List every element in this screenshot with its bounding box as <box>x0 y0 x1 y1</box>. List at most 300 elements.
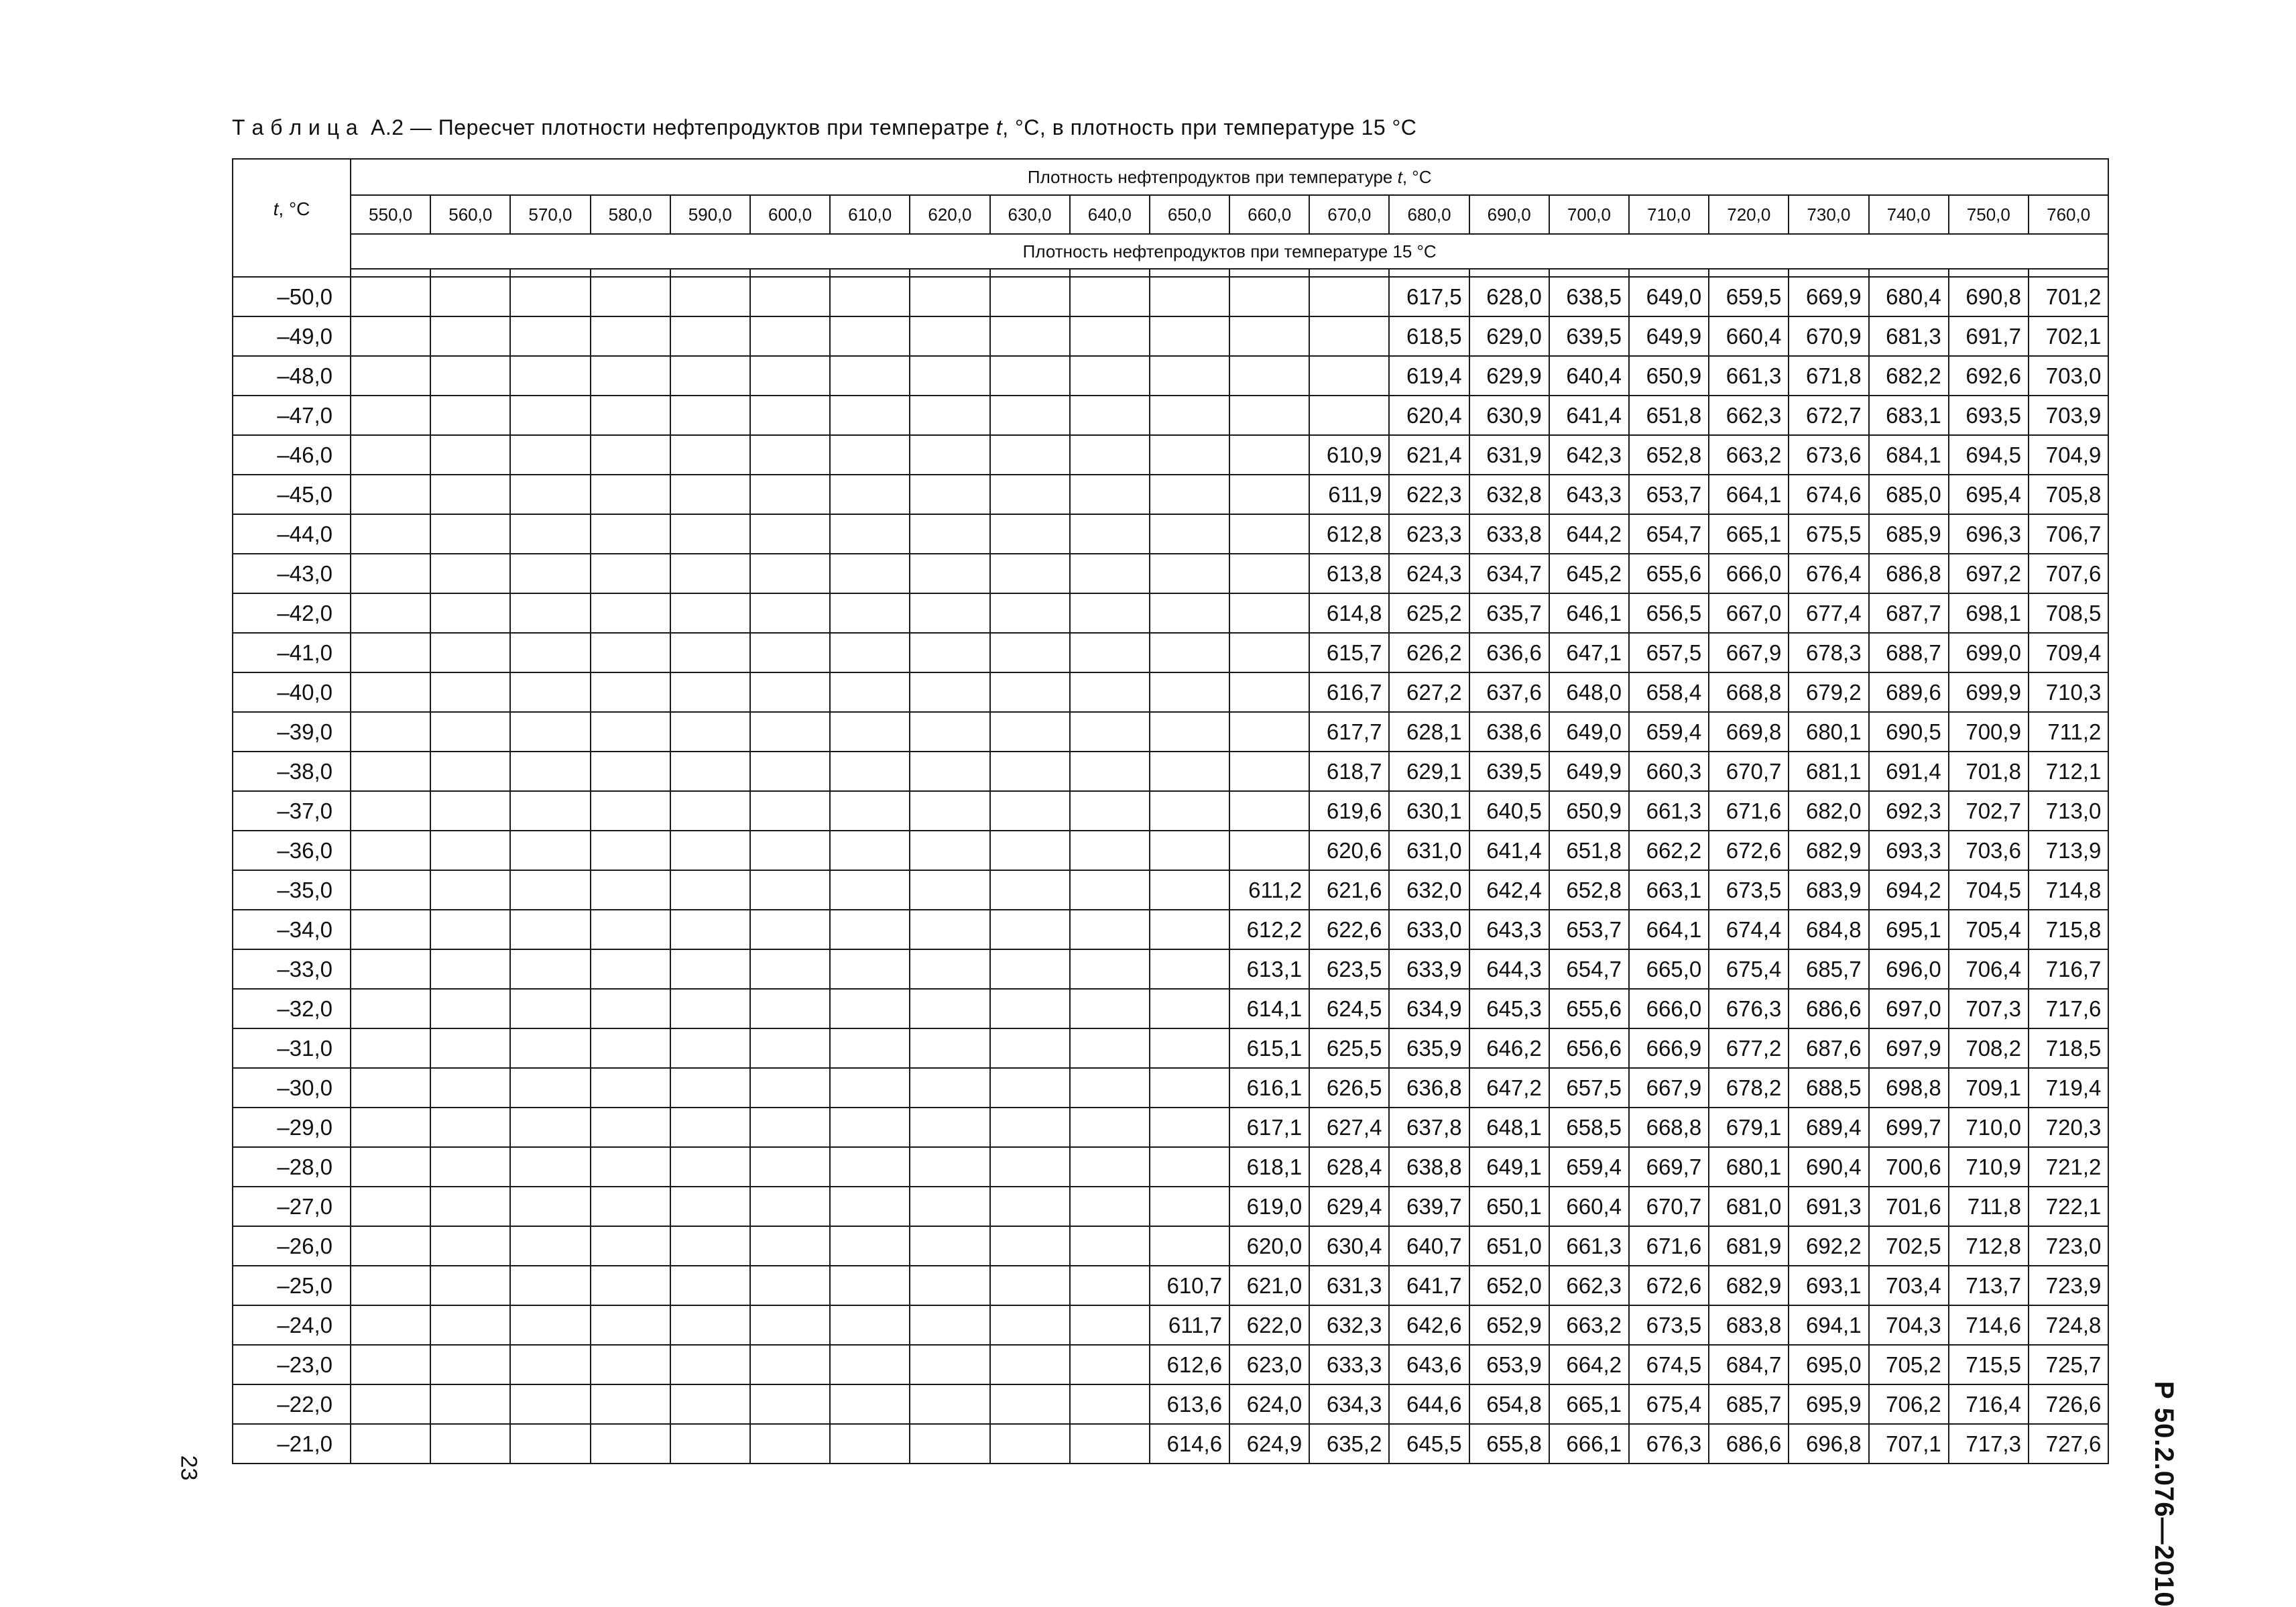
density-cell <box>670 989 750 1028</box>
density-cell: 698,8 <box>1869 1068 1949 1108</box>
density-cell <box>1070 791 1150 831</box>
density-cell: 651,8 <box>1549 831 1629 870</box>
density-cell: 654,7 <box>1549 949 1629 989</box>
density-cell: 640,5 <box>1469 791 1549 831</box>
density-cell <box>510 1187 590 1226</box>
density-cell: 631,3 <box>1309 1266 1389 1305</box>
density-cell: 645,5 <box>1389 1424 1469 1464</box>
density-cell <box>1150 1226 1229 1266</box>
density-cell <box>830 396 910 435</box>
density-cell <box>1070 435 1150 475</box>
density-cell: 642,4 <box>1469 870 1549 910</box>
density-cell: 651,0 <box>1469 1226 1549 1266</box>
density-cell: 644,2 <box>1549 514 1629 554</box>
density-cell <box>510 712 590 752</box>
density-cell <box>990 1384 1070 1424</box>
density-cell: 669,8 <box>1709 712 1789 752</box>
density-cell: 629,9 <box>1469 356 1549 396</box>
density-cell <box>510 1226 590 1266</box>
density-cell: 719,4 <box>2029 1068 2108 1108</box>
density-cell: 633,3 <box>1309 1345 1389 1384</box>
density-cell <box>351 1345 430 1384</box>
density-cell: 642,6 <box>1389 1305 1469 1345</box>
density-cell: 672,6 <box>1629 1266 1709 1305</box>
density-cell <box>750 633 830 672</box>
density-cell: 670,7 <box>1709 752 1789 791</box>
density-cell <box>910 475 989 514</box>
density-cell <box>1309 396 1389 435</box>
density-cell: 625,2 <box>1389 593 1469 633</box>
density-cell <box>351 1384 430 1424</box>
table-row <box>233 712 2108 752</box>
header-row-top <box>233 159 2108 195</box>
density-cell: 704,9 <box>2029 435 2108 475</box>
density-cell <box>430 910 510 949</box>
density-cell <box>1229 672 1309 712</box>
density-cell <box>430 989 510 1028</box>
density-cell <box>750 1068 830 1108</box>
density-cell: 691,3 <box>1789 1187 1868 1226</box>
density-cell: 633,8 <box>1469 514 1549 554</box>
density-cell <box>670 475 750 514</box>
density-cell: 670,9 <box>1789 316 1868 356</box>
density-cell <box>750 870 830 910</box>
density-cell <box>351 712 430 752</box>
density-cell <box>1150 356 1229 396</box>
density-cell: 639,7 <box>1389 1187 1469 1226</box>
density-cell <box>990 396 1070 435</box>
density-cell <box>990 870 1070 910</box>
density-cell <box>670 1108 750 1147</box>
density-cell <box>351 831 430 870</box>
density-cell: 643,3 <box>1469 910 1549 949</box>
density-cell: 647,2 <box>1469 1068 1549 1108</box>
density-cell <box>670 949 750 989</box>
density-cell <box>591 1424 670 1464</box>
table-row <box>233 989 2108 1028</box>
density-cell: 706,4 <box>1949 949 2029 989</box>
density-cell <box>430 1384 510 1424</box>
density-cell <box>910 1345 989 1384</box>
density-cell <box>351 1028 430 1068</box>
column-header: 710,0 <box>1629 195 1709 234</box>
temperature-cell: –26,0 <box>233 1226 351 1266</box>
density-cell: 628,0 <box>1469 277 1549 316</box>
density-cell <box>1070 949 1150 989</box>
density-cell: 629,4 <box>1309 1187 1389 1226</box>
density-cell <box>1150 1108 1229 1147</box>
density-cell <box>1070 1266 1150 1305</box>
density-cell <box>1070 593 1150 633</box>
density-cell <box>750 1345 830 1384</box>
density-cell: 661,3 <box>1709 356 1789 396</box>
column-header: 600,0 <box>750 195 830 234</box>
density-cell: 672,6 <box>1709 831 1789 870</box>
density-cell <box>1150 1187 1229 1226</box>
header-gap-cell <box>1150 269 1229 277</box>
density-cell <box>990 514 1070 554</box>
density-cell: 722,1 <box>2029 1187 2108 1226</box>
density-cell <box>910 316 989 356</box>
density-cell <box>351 1108 430 1147</box>
table-row <box>233 870 2108 910</box>
density-cell: 653,7 <box>1629 475 1709 514</box>
density-cell: 680,1 <box>1789 712 1868 752</box>
column-header: 670,0 <box>1309 195 1389 234</box>
density-cell: 643,3 <box>1549 475 1629 514</box>
density-cell <box>670 1068 750 1108</box>
density-cell <box>510 831 590 870</box>
density-cell <box>591 1226 670 1266</box>
density-cell <box>1070 910 1150 949</box>
density-cell: 726,6 <box>2029 1384 2108 1424</box>
density-cell <box>510 1384 590 1424</box>
header-gap-row <box>233 269 2108 277</box>
density-cell: 676,3 <box>1709 989 1789 1028</box>
density-cell <box>750 831 830 870</box>
density-cell: 655,6 <box>1549 989 1629 1028</box>
density-cell: 688,5 <box>1789 1068 1868 1108</box>
density-cell: 703,6 <box>1949 831 2029 870</box>
density-cell <box>1070 712 1150 752</box>
density-cell: 650,9 <box>1549 791 1629 831</box>
temperature-cell: –29,0 <box>233 1108 351 1147</box>
temperature-cell: –23,0 <box>233 1345 351 1384</box>
density-cell <box>1070 1028 1150 1068</box>
density-cell: 700,9 <box>1949 712 2029 752</box>
density-cell <box>670 593 750 633</box>
column-header: 620,0 <box>910 195 989 234</box>
density-cell <box>351 1226 430 1266</box>
density-cell <box>1229 791 1309 831</box>
density-cell <box>430 435 510 475</box>
density-cell <box>910 1068 989 1108</box>
header-gap-cell <box>830 269 910 277</box>
density-cell: 629,1 <box>1389 752 1469 791</box>
density-cell <box>591 672 670 712</box>
density-cell <box>591 1384 670 1424</box>
density-cell <box>591 633 670 672</box>
density-cell <box>510 1028 590 1068</box>
density-cell <box>990 1108 1070 1147</box>
density-cell <box>510 1108 590 1147</box>
density-cell <box>1070 554 1150 593</box>
density-cell <box>351 1147 430 1187</box>
column-header: 740,0 <box>1869 195 1949 234</box>
density-cell: 715,5 <box>1949 1345 2029 1384</box>
density-cell: 662,3 <box>1709 396 1789 435</box>
temperature-cell: –32,0 <box>233 989 351 1028</box>
density-cell: 695,4 <box>1949 475 2029 514</box>
density-cell: 680,4 <box>1869 277 1949 316</box>
density-cell <box>430 356 510 396</box>
density-cell <box>910 989 989 1028</box>
density-cell: 631,9 <box>1469 435 1549 475</box>
density-cell <box>990 1068 1070 1108</box>
density-cell: 699,0 <box>1949 633 2029 672</box>
density-cell: 617,7 <box>1309 712 1389 752</box>
density-cell <box>750 396 830 435</box>
density-cell <box>591 316 670 356</box>
density-cell: 702,5 <box>1869 1226 1949 1266</box>
density-cell <box>351 989 430 1028</box>
density-cell: 712,8 <box>1949 1226 2029 1266</box>
column-header: 570,0 <box>510 195 590 234</box>
density-cell <box>591 1266 670 1305</box>
density-cell: 651,8 <box>1629 396 1709 435</box>
density-cell <box>510 1345 590 1384</box>
density-cell <box>351 633 430 672</box>
density-cell <box>670 1147 750 1187</box>
density-cell: 675,4 <box>1709 949 1789 989</box>
density-cell <box>1229 435 1309 475</box>
density-cell <box>830 1068 910 1108</box>
density-cell: 666,0 <box>1709 554 1789 593</box>
density-cell <box>510 989 590 1028</box>
density-cell <box>1150 475 1229 514</box>
density-cell: 621,0 <box>1229 1266 1309 1305</box>
density-cell: 679,2 <box>1789 672 1868 712</box>
density-cell <box>670 1266 750 1305</box>
header-gap-cell <box>1549 269 1629 277</box>
density-cell: 620,0 <box>1229 1226 1309 1266</box>
temperature-cell: –44,0 <box>233 514 351 554</box>
density-cell: 657,5 <box>1549 1068 1629 1108</box>
density-cell: 684,8 <box>1789 910 1868 949</box>
density-cell: 626,2 <box>1389 633 1469 672</box>
density-cell <box>591 1345 670 1384</box>
density-cell <box>1229 316 1309 356</box>
density-cell <box>830 1028 910 1068</box>
density-cell <box>1229 277 1309 316</box>
temperature-cell: –21,0 <box>233 1424 351 1464</box>
density-cell: 723,9 <box>2029 1266 2108 1305</box>
header-gap-cell <box>750 269 830 277</box>
temperature-cell: –40,0 <box>233 672 351 712</box>
density-cell <box>591 791 670 831</box>
density-cell <box>910 1028 989 1068</box>
density-cell: 721,2 <box>2029 1147 2108 1187</box>
density-cell <box>1070 277 1150 316</box>
temperature-cell: –43,0 <box>233 554 351 593</box>
density-cell: 674,4 <box>1709 910 1789 949</box>
density-cell <box>1229 514 1309 554</box>
density-cell <box>670 1028 750 1068</box>
density-cell: 702,7 <box>1949 791 2029 831</box>
density-cell <box>750 1226 830 1266</box>
density-cell: 675,4 <box>1629 1384 1709 1424</box>
density-cell: 616,7 <box>1309 672 1389 712</box>
density-cell <box>1150 752 1229 791</box>
density-cell: 705,2 <box>1869 1345 1949 1384</box>
density-cell <box>990 1305 1070 1345</box>
density-cell <box>351 316 430 356</box>
density-cell: 649,0 <box>1629 277 1709 316</box>
table-body <box>233 277 2108 1464</box>
temperature-column-header <box>233 159 351 277</box>
density-cell <box>1070 1068 1150 1108</box>
density-cell <box>1150 593 1229 633</box>
density-cell: 649,9 <box>1549 752 1629 791</box>
density-cell: 671,6 <box>1629 1226 1709 1266</box>
density-cell <box>1229 475 1309 514</box>
density-cell <box>830 475 910 514</box>
density-cell <box>510 1068 590 1108</box>
density-cell <box>591 277 670 316</box>
density-cell: 646,2 <box>1469 1028 1549 1068</box>
density-cell <box>750 475 830 514</box>
density-cell <box>591 1305 670 1345</box>
density-cell <box>1229 593 1309 633</box>
temperature-cell: –27,0 <box>233 1187 351 1226</box>
table-row <box>233 1424 2108 1464</box>
header-gap-cell <box>510 269 590 277</box>
density-cell <box>591 396 670 435</box>
density-cell: 696,8 <box>1789 1424 1868 1464</box>
density-cell <box>670 791 750 831</box>
density-cell: 619,4 <box>1389 356 1469 396</box>
density-cell: 632,0 <box>1389 870 1469 910</box>
density-cell: 618,7 <box>1309 752 1389 791</box>
density-cell: 647,1 <box>1549 633 1629 672</box>
density-cell <box>910 712 989 752</box>
density-cell: 685,0 <box>1869 475 1949 514</box>
density-cell <box>750 356 830 396</box>
density-cell <box>351 791 430 831</box>
density-cell <box>1150 514 1229 554</box>
density-cell <box>990 831 1070 870</box>
density-cell: 618,5 <box>1389 316 1469 356</box>
density-cell <box>591 475 670 514</box>
density-cell <box>1309 356 1389 396</box>
density-cell: 692,6 <box>1949 356 2029 396</box>
density-cell: 611,2 <box>1229 870 1309 910</box>
density-cell <box>670 1226 750 1266</box>
density-cell <box>351 475 430 514</box>
density-cell <box>1070 1424 1150 1464</box>
density-cell <box>830 672 910 712</box>
density-cell: 614,1 <box>1229 989 1309 1028</box>
density-cell: 686,6 <box>1789 989 1868 1028</box>
density-cell <box>750 435 830 475</box>
density-cell <box>1070 870 1150 910</box>
density-cell: 712,1 <box>2029 752 2108 791</box>
density-cell <box>510 1424 590 1464</box>
density-cell <box>510 435 590 475</box>
density-cell <box>750 752 830 791</box>
density-cell <box>430 593 510 633</box>
density-cell <box>670 435 750 475</box>
density-cell <box>1070 396 1150 435</box>
temperature-cell: –24,0 <box>233 1305 351 1345</box>
density-cell <box>990 435 1070 475</box>
table-row <box>233 1266 2108 1305</box>
density-cell <box>591 1068 670 1108</box>
density-cell: 699,7 <box>1869 1108 1949 1147</box>
density-cell: 667,9 <box>1709 633 1789 672</box>
document-code: Р 50.2.076—2010 <box>2149 1381 2179 1607</box>
header-gap-cell <box>670 269 750 277</box>
density-cell: 648,1 <box>1469 1108 1549 1147</box>
density-cell <box>1229 712 1309 752</box>
density-cell <box>430 1028 510 1068</box>
density-cell <box>1070 514 1150 554</box>
header-gap-cell <box>1869 269 1949 277</box>
density-cell: 622,3 <box>1389 475 1469 514</box>
density-cell <box>430 672 510 712</box>
density-cell: 703,9 <box>2029 396 2108 435</box>
density-cell: 612,2 <box>1229 910 1309 949</box>
density-cell: 716,4 <box>1949 1384 2029 1424</box>
density-cell: 673,5 <box>1629 1305 1709 1345</box>
density-cell: 645,2 <box>1549 554 1629 593</box>
density-cell <box>670 870 750 910</box>
density-cell <box>591 356 670 396</box>
density-cell <box>910 1187 989 1226</box>
density-cell <box>910 514 989 554</box>
density-cell: 713,0 <box>2029 791 2108 831</box>
density-cell <box>1150 672 1229 712</box>
density-cell <box>510 277 590 316</box>
density-cell: 625,5 <box>1309 1028 1389 1068</box>
density-cell <box>1229 633 1309 672</box>
density-cell: 695,0 <box>1789 1345 1868 1384</box>
table-row <box>233 593 2108 633</box>
density-cell <box>750 1028 830 1068</box>
table-row <box>233 1305 2108 1345</box>
header-gap-cell <box>1389 269 1469 277</box>
density-cell: 652,8 <box>1549 870 1629 910</box>
density-cell <box>591 1108 670 1147</box>
density-cell: 694,1 <box>1789 1305 1868 1345</box>
density-cell: 613,6 <box>1150 1384 1229 1424</box>
top-header-var: t <box>1397 166 1402 187</box>
density-cell <box>591 712 670 752</box>
density-cell <box>430 1147 510 1187</box>
density-cell <box>910 910 989 949</box>
header-gap-cell <box>1469 269 1549 277</box>
density-cell <box>430 752 510 791</box>
density-cell <box>990 1345 1070 1384</box>
density-cell: 616,1 <box>1229 1068 1309 1108</box>
density-cell: 663,1 <box>1629 870 1709 910</box>
density-cell: 669,7 <box>1629 1147 1709 1187</box>
density-cell <box>1150 396 1229 435</box>
density-cell: 650,9 <box>1629 356 1709 396</box>
density-cell: 673,5 <box>1709 870 1789 910</box>
density-cell: 645,3 <box>1469 989 1549 1028</box>
top-header-unit: , °С <box>1402 166 1432 187</box>
density-cell: 682,0 <box>1789 791 1868 831</box>
density-cell: 689,4 <box>1789 1108 1868 1147</box>
density-cell: 690,4 <box>1789 1147 1868 1187</box>
temperature-cell: –28,0 <box>233 1147 351 1187</box>
density-cell: 658,5 <box>1549 1108 1629 1147</box>
table-row <box>233 554 2108 593</box>
density-cell <box>351 396 430 435</box>
density-cell <box>1150 1068 1229 1108</box>
density-cell <box>750 712 830 752</box>
density-cell: 696,3 <box>1949 514 2029 554</box>
density-cell: 615,1 <box>1229 1028 1309 1068</box>
density-cell <box>1070 989 1150 1028</box>
density-cell: 664,1 <box>1709 475 1789 514</box>
density-cell <box>670 316 750 356</box>
density-cell: 670,7 <box>1629 1187 1709 1226</box>
density-cell <box>591 593 670 633</box>
temperature-cell: –31,0 <box>233 1028 351 1068</box>
density-cell: 697,2 <box>1949 554 2029 593</box>
